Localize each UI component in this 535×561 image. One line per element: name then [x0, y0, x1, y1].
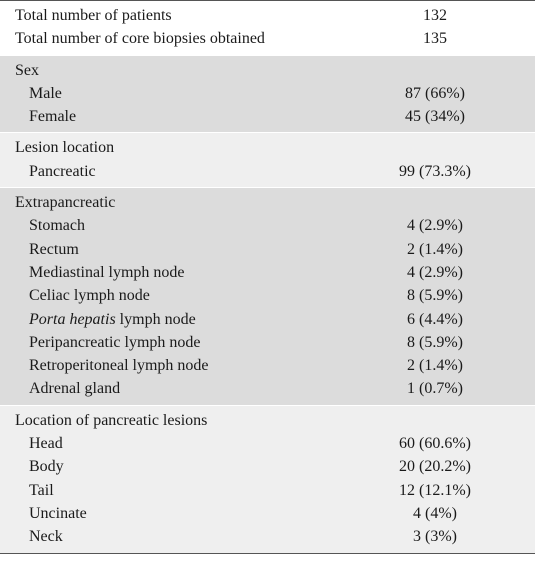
row-value: 12 (12.1%)	[399, 481, 471, 499]
section-heading	[0, 409, 535, 432]
table-row	[0, 238, 535, 261]
row-value: 135	[423, 30, 447, 48]
lesion-location-group	[0, 132, 535, 187]
table-row	[0, 214, 535, 237]
row-label: Pancreatic	[29, 162, 96, 180]
row-label: Total number of core biopsies obtained	[15, 30, 265, 48]
table-row	[0, 4, 535, 27]
row-label: Mediastinal lymph node	[29, 263, 185, 281]
row-label: Retroperitoneal lymph node	[29, 357, 209, 375]
row-value: 87 (66%)	[405, 84, 465, 102]
row-value: 45 (34%)	[405, 108, 465, 126]
row-value: 60 (60.6%)	[399, 435, 471, 453]
table-row	[0, 308, 535, 331]
table-row	[0, 525, 535, 548]
italic-term: Porta hepatis	[29, 310, 116, 328]
row-value: 4 (4%)	[413, 504, 457, 522]
row-value: 4 (2.9%)	[407, 263, 463, 281]
row-value: 2 (1.4%)	[407, 240, 463, 258]
table-row	[0, 432, 535, 455]
table-row	[0, 331, 535, 354]
table-row	[0, 455, 535, 478]
table-row	[0, 27, 535, 50]
pancreatic-location-group	[0, 405, 535, 553]
sex-group	[0, 55, 535, 133]
table-row	[0, 82, 535, 105]
summary-group	[0, 1, 535, 55]
row-value: 2 (1.4%)	[407, 357, 463, 375]
table-row	[0, 160, 535, 183]
row-value: 99 (73.3%)	[399, 162, 471, 180]
row-label	[0, 308, 335, 331]
table-row	[0, 105, 535, 128]
heading-label: Sex	[15, 61, 39, 79]
section-heading	[0, 136, 535, 159]
row-label: Neck	[29, 528, 63, 546]
row-value: 3 (3%)	[413, 528, 457, 546]
row-label: Total number of patients	[15, 7, 172, 24]
table-row	[0, 377, 535, 400]
row-value: 1 (0.7%)	[407, 380, 463, 398]
row-label: Celiac lymph node	[29, 287, 150, 305]
row-value: 8 (5.9%)	[407, 333, 463, 351]
row-value: 6 (4.4%)	[407, 310, 463, 328]
row-label: Adrenal gland	[29, 380, 121, 398]
row-value: 20 (20.2%)	[399, 458, 471, 476]
section-heading	[0, 59, 535, 82]
label-suffix: lymph node	[115, 310, 196, 328]
row-label: Head	[29, 435, 63, 453]
table-row	[0, 261, 535, 284]
row-label: Male	[29, 84, 62, 102]
row-label: Stomach	[29, 217, 85, 235]
row-label: Female	[29, 108, 77, 126]
extrapancreatic-group	[0, 187, 535, 405]
heading-label: Extrapancreatic	[15, 194, 116, 212]
row-value: 8 (5.9%)	[407, 287, 463, 305]
table-row	[0, 354, 535, 377]
section-heading	[0, 191, 535, 214]
heading-label: Location of pancreatic lesions	[15, 411, 208, 429]
row-value: 132	[423, 7, 447, 24]
table-row	[0, 479, 535, 502]
row-label: Uncinate	[29, 504, 87, 522]
table-row	[0, 284, 535, 307]
row-label: Peripancreatic lymph node	[29, 333, 201, 351]
row-value: 4 (2.9%)	[407, 217, 463, 235]
table-row	[0, 502, 535, 525]
row-label: Body	[29, 458, 64, 476]
heading-label: Lesion location	[15, 139, 115, 157]
row-label: Rectum	[29, 240, 79, 258]
row-label: Tail	[29, 481, 54, 499]
